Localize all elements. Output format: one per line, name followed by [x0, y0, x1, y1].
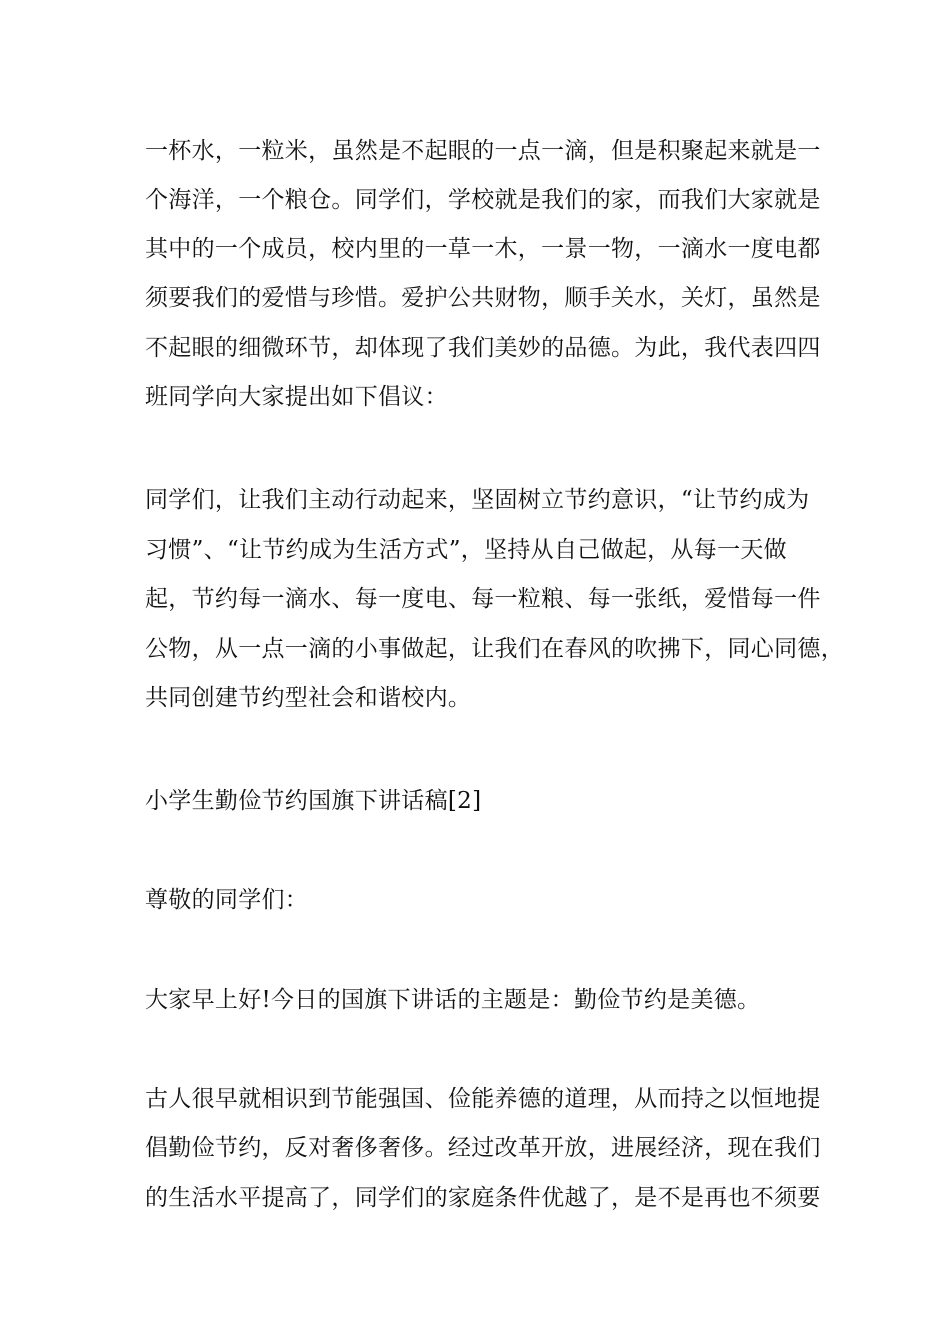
paragraph-1-line: 个海洋，一个粮仓。同学们，学校就是我们的家，而我们大家就是 — [145, 187, 821, 213]
paragraph-3-line: 的生活水平提高了，同学们的家庭条件优越了，是不是再也不须要 — [145, 1185, 821, 1211]
paragraph-3-line: 倡勤俭节约，反对奢侈奢侈。经过改革开放，进展经济，现在我们 — [145, 1135, 821, 1161]
paragraph-3-line: 古人很早就相识到节能强国、俭能养德的道理，从而持之以恒地提 — [145, 1086, 821, 1112]
salutation: 尊敬的同学们： — [145, 887, 309, 913]
paragraph-2-line: 习惯”、“让节约成为生活方式”，坚持从自己做起，从每一天做 — [145, 537, 787, 563]
section-heading: 小学生勤俭节约国旗下讲话稿[2] — [145, 788, 482, 814]
paragraph-1-line: 一杯水，一粒米，虽然是不起眼的一点一滴，但是积聚起来就是一 — [145, 138, 821, 164]
paragraph-1-line: 班同学向大家提出如下倡议： — [145, 384, 448, 410]
paragraph-2-line: 起，节约每一滴水、每一度电、每一粒粮、每一张纸，爱惜每一件 — [145, 586, 821, 612]
paragraph-1-line: 不起眼的细微环节，却体现了我们美妙的品德。为此，我代表四四 — [145, 335, 821, 361]
paragraph-2-line: 共同创建节约型社会和谐校内。 — [145, 685, 472, 711]
paragraph-2-line: 同学们，让我们主动行动起来，坚固树立节约意识，“让节约成为 — [145, 487, 810, 513]
paragraph-1-line: 须要我们的爱惜与珍惜。爱护公共财物，顺手关水，关灯，虽然是 — [145, 285, 821, 311]
paragraph-1-line: 其中的一个成员，校内里的一草一木，一景一物，一滴水一度电都 — [145, 236, 821, 262]
greeting: 大家早上好!今日的国旗下讲话的主题是：勤俭节约是美德。 — [145, 987, 761, 1013]
paragraph-2-line: 公物，从一点一滴的小事做起，让我们在春风的吹拂下，同心同德， — [145, 636, 844, 662]
